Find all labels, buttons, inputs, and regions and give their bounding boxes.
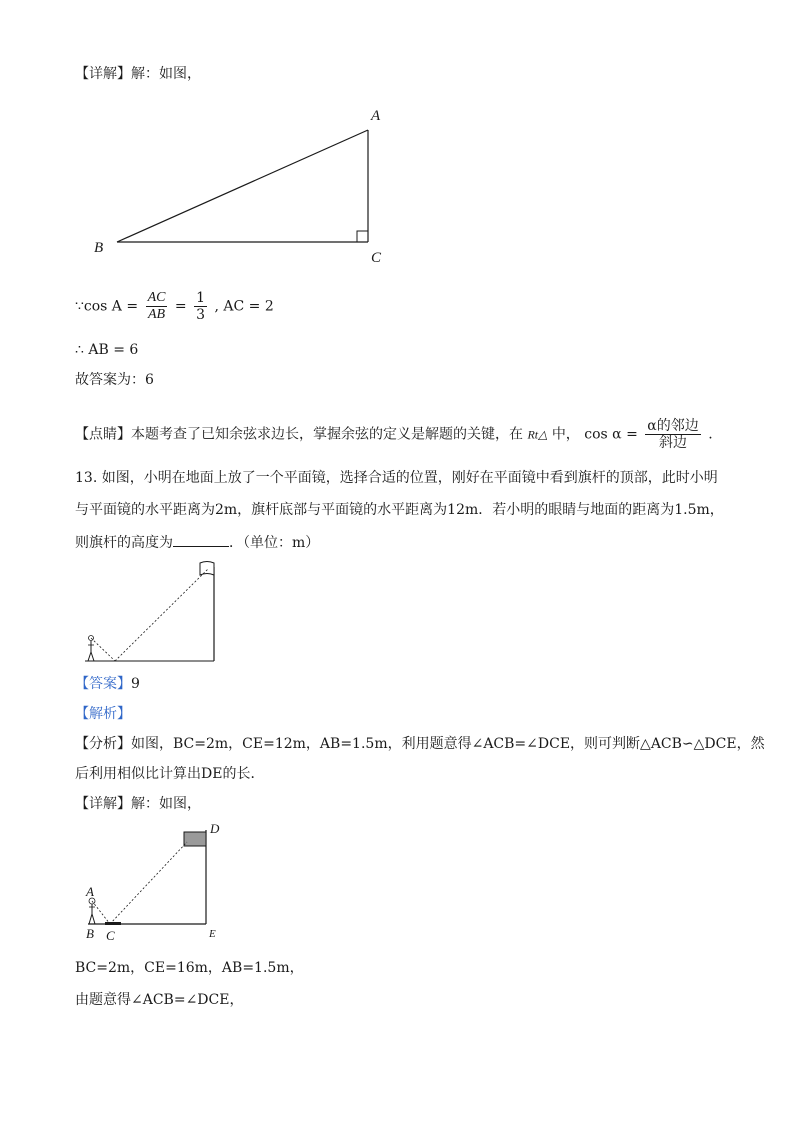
- label-c: C: [106, 928, 115, 943]
- frac-cos-definition: $\frac{\text{α的邻边}}{\text{斜边}}$: [647, 418, 699, 451]
- label-a: A: [371, 108, 381, 124]
- deduce-line: 由题意得∠ACB=∠DCE，: [75, 992, 244, 1008]
- question-13-line2: 与平面镜的水平距离为2m，旗杆底部与平面镜的水平距离为12m．若小明的眼睛与地面的距离为1.5m，: [75, 502, 724, 518]
- equation-ab: ∴ AB = 6: [75, 342, 139, 358]
- equation-cos-a: ∵cos A = $\frac{AC}{AB}$ = $\frac{1}{3}$ , AC = 2: [75, 290, 274, 323]
- label-e: E: [209, 928, 216, 940]
- analysis-line2: 后利用相似比计算出DE的长．: [75, 766, 265, 782]
- label-b: B: [86, 926, 94, 941]
- detail-header-1: 【详解】解：如图，: [75, 66, 201, 82]
- right-triangle-figure: [85, 100, 405, 270]
- eq1-prefix: ∵cos A =: [75, 298, 139, 315]
- frac-ac-ab: $\frac{AC}{AB}$: [147, 290, 166, 322]
- question-13-line3: 则旗杆的高度为 ．（单位：m）: [75, 532, 319, 553]
- tip-line: 【点睛】本题考查了已知余弦求边长，掌握余弦的定义是解题的关键，在 Rt△ 中， cos α = $\frac{\text{α的邻边}}{\text{斜边}}$ .: [75, 418, 713, 451]
- answer-row: 【答案】9: [75, 676, 140, 692]
- similar-triangles-figure: [80, 818, 240, 948]
- eq1-suffix: , AC = 2: [214, 298, 274, 315]
- frac-one-third: $\frac{1}{3}$: [196, 290, 206, 323]
- label-d: D: [210, 821, 220, 836]
- label-c: C: [371, 250, 382, 266]
- label-b: B: [94, 240, 104, 256]
- given-values: BC=2m，CE=16m，AB=1.5m，: [75, 960, 304, 976]
- analysis-label: 【解析】: [75, 706, 131, 722]
- analysis-line1: 【分析】如图，BC=2m，CE=12m，AB=1.5m，利用题意得∠ACB=∠DCE，则可判断△ACB∽△DCE，然: [75, 736, 765, 752]
- detail-header-2: 【详解】解：如图，: [75, 796, 201, 812]
- flagpole-mirror-figure: [82, 555, 222, 665]
- label-a: A: [86, 884, 94, 899]
- answer-blank: [173, 532, 229, 547]
- question-13-line1: 13. 如图，小明在地面上放了一个平面镜，选择合适的位置，刚好在平面镜中看到旗杆的顶部，此时小明: [75, 470, 718, 486]
- answer-line-1: 故答案为：6: [75, 372, 154, 388]
